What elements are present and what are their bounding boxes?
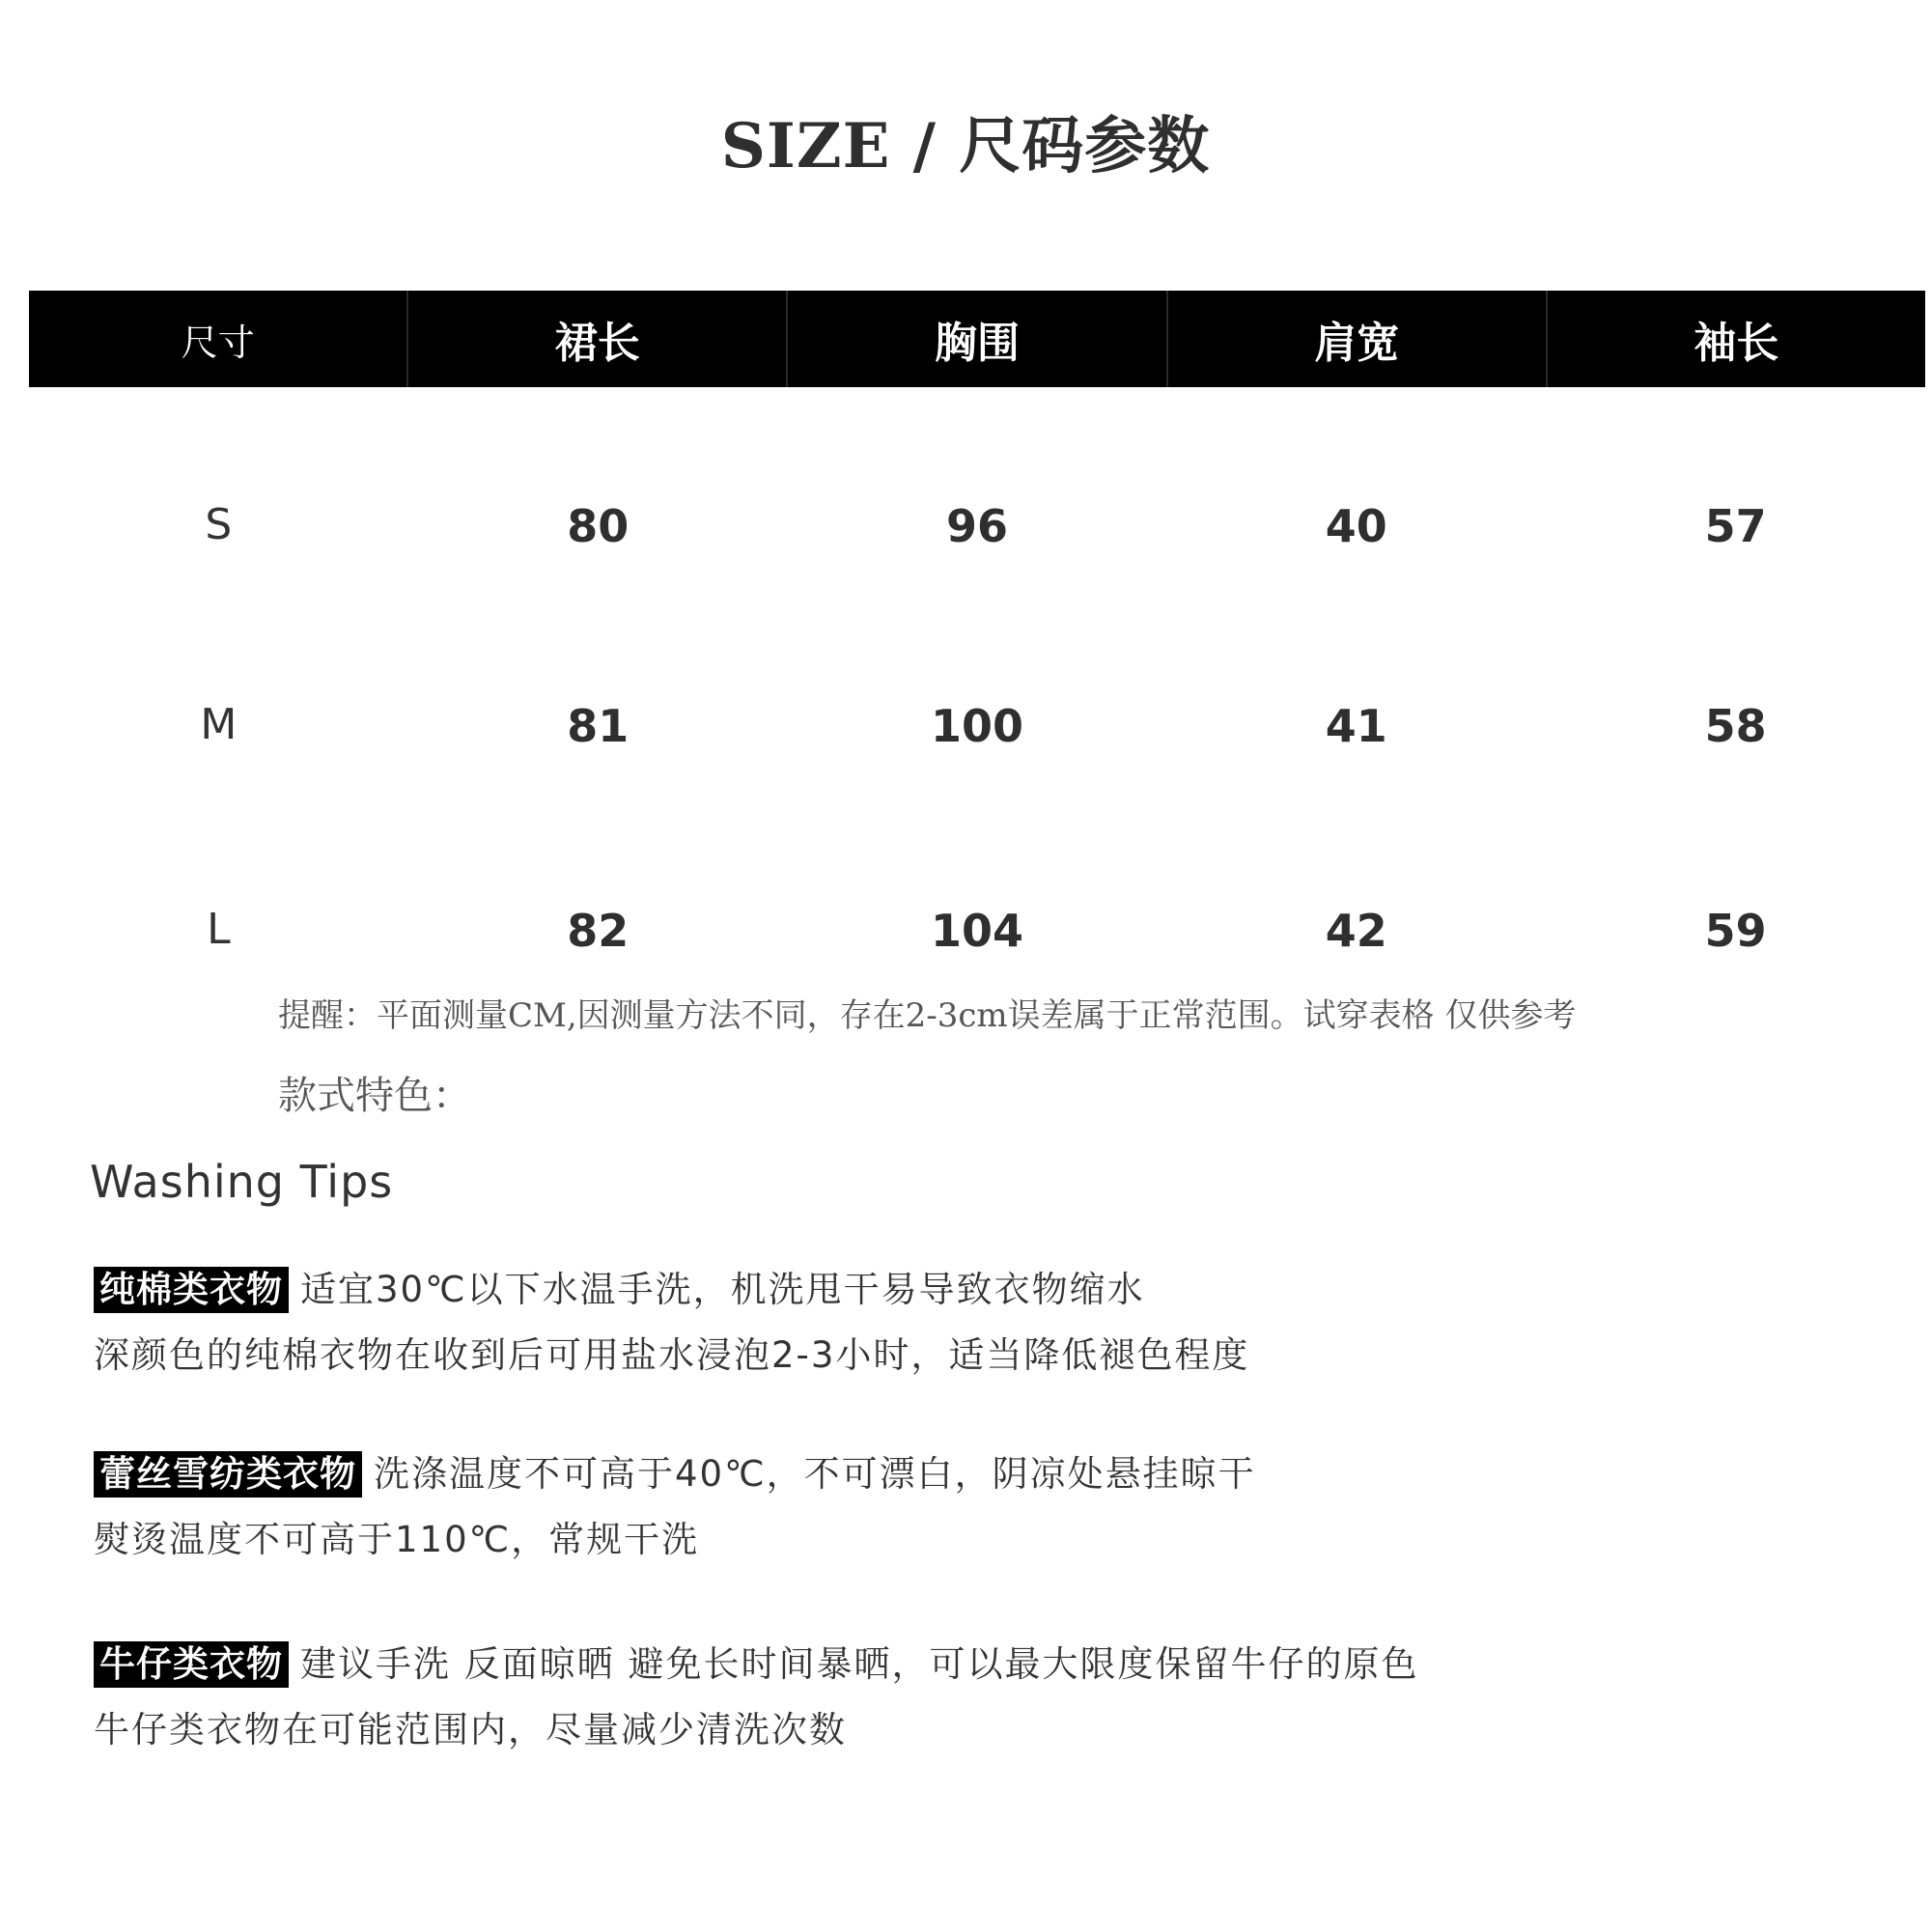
table-header-row [29,291,1925,387]
washing-tips-title: Washing Tips [90,1156,394,1208]
tip-line: 熨烫温度不可高于110℃，常规干洗 [94,1519,700,1560]
header-skirt-length: 裙长 [408,291,788,387]
style-feature-label: 款式特色： [278,1074,471,1118]
page-title: SIZE / 尺码参数 [720,110,1211,182]
size-table [29,291,1925,957]
tip-line: 牛仔类衣物在可能范围内，尽量减少清洗次数 [94,1709,847,1750]
sleeve-cell: 58 [1704,700,1767,752]
skirt-length-cell: 81 [567,700,630,752]
skirt-length-cell: 82 [567,905,630,957]
header-sleeve: 袖长 [1693,319,1779,368]
tip-denim [94,1641,1419,1753]
sleeve-cell: 57 [1704,500,1767,552]
tip-text: 建议手洗 反面晾晒 避免长时间暴晒，可以最大限度保留牛仔的原色 [300,1643,1419,1685]
shoulder-cell: 42 [1325,905,1387,957]
bust-cell: 96 [945,500,1008,552]
sleeve-cell: 59 [1704,905,1767,957]
tip-tag: 纯棉类衣物 [94,1267,289,1313]
table-row [29,500,1925,552]
table-row [29,905,1925,957]
skirt-length-cell: 80 [567,500,630,552]
tip-text: 洗涤温度不可高于40℃，不可漂白，阴凉处悬挂晾干 [374,1453,1256,1495]
tip-tag: 牛仔类衣物 [94,1641,289,1688]
size-cell: L [207,905,231,954]
bust-cell: 104 [930,905,1023,957]
size-cell: M [200,700,238,749]
shoulder-cell: 40 [1325,500,1387,552]
tip-cotton [94,1267,1249,1379]
tip-line: 深颜色的纯棉衣物在收到后可用盐水浸泡2-3小时，适当降低褪色程度 [94,1334,1250,1376]
tip-lace-chiffon [94,1451,1256,1563]
header-size: 尺寸 [29,291,408,387]
tip-line [94,1641,1419,1688]
tip-line [94,1451,1256,1498]
header-shoulder: 肩宽 [1168,291,1548,387]
bust-cell: 100 [930,700,1023,752]
shoulder-cell: 41 [1325,700,1387,752]
tip-line [94,1267,1249,1313]
tip-tag: 蕾丝雪纺类衣物 [94,1451,362,1498]
size-cell: S [205,500,233,549]
tip-text: 适宜30℃以下水温手洗，机洗甩干易导致衣物缩水 [300,1269,1145,1310]
table-row [29,700,1925,752]
header-bust: 胸围 [788,291,1167,387]
measurement-note: 提醒：平面测量CM,因测量方法不同，存在2-3cm误差属于正常范围。试穿表格 仅供参考 [278,996,1577,1035]
